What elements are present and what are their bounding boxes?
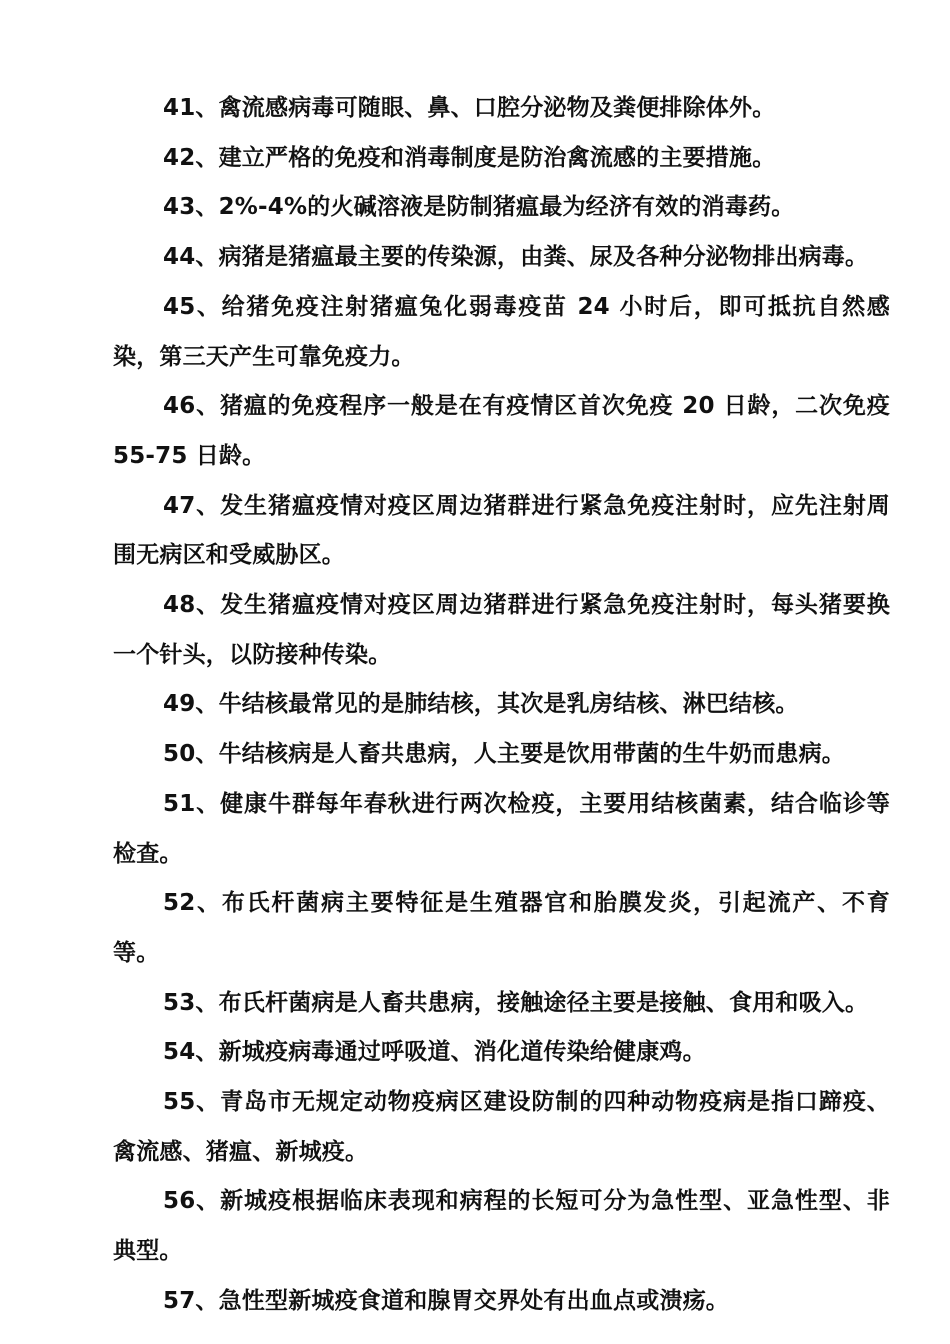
paragraph-52: 52、布氏杆菌病主要特征是生殖器官和胎膜发炎，引起流产、不育等。 <box>113 890 890 966</box>
paragraph-47: 47、发生猪瘟疫情对疫区周边猪群进行紧急免疫注射时，应先注射周围无病区和受威胁区。 <box>113 492 890 569</box>
paragraph-43: 43、2%-4%的火碱溶液是防制猪瘟最为经济有效的消毒药。 <box>163 194 795 221</box>
paragraph-45: 45、给猪免疫注射猪瘟兔化弱毒疫苗 24 小时后，即可抵抗自然感染，第三天产生可靠免疫力。 <box>113 293 890 370</box>
paragraph-57: 57、急性型新城疫食道和腺胃交界处有出血点或溃疡。 <box>163 1287 730 1314</box>
paragraph-49: 49、牛结核最常见的是肺结核，其次是乳房结核、淋巴结核。 <box>163 691 799 718</box>
paragraph-54: 54、新城疫病毒通过呼吸道、消化道传染给健康鸡。 <box>163 1039 706 1066</box>
paragraph-48: 48、发生猪瘟疫情对疫区周边猪群进行紧急免疫注射时，每头猪要换一个针头，以防接种传染。 <box>113 592 890 668</box>
paragraph-41: 41、禽流感病毒可随眼、鼻、口腔分泌物及粪便排除体外。 <box>163 95 776 121</box>
paragraph-46: 46、猪瘟的免疫程序一般是在有疫情区首次免疫 20 日龄，二次免疫 55-75 日龄。 <box>113 393 890 469</box>
paragraph-44: 44、病猪是猪瘟最主要的传染源，由粪、尿及各种分泌物排出病毒。 <box>163 244 869 271</box>
paragraph-50: 50、牛结核病是人畜共患病，人主要是饮用带菌的生牛奶而患病。 <box>163 741 846 768</box>
paragraph-42: 42、建立严格的免疫和消毒制度是防治禽流感的主要措施。 <box>163 144 776 171</box>
paragraph-51: 51、健康牛群每年春秋进行两次检疫，主要用结核菌素，结合临诊等检查。 <box>113 790 890 867</box>
paragraph-56: 56、新城疫根据临床表现和病程的长短可分为急性型、亚急性型、非典型。 <box>113 1188 890 1265</box>
paragraph-55: 55、青岛市无规定动物疫病区建设防制的四种动物疫病是指口蹄疫、禽流感、猪瘟、新城疫。 <box>113 1089 890 1165</box>
document-body <box>113 84 890 1327</box>
paragraph-53: 53、布氏杆菌病是人畜共患病，接触途径主要是接触、食用和吸入。 <box>163 989 869 1016</box>
